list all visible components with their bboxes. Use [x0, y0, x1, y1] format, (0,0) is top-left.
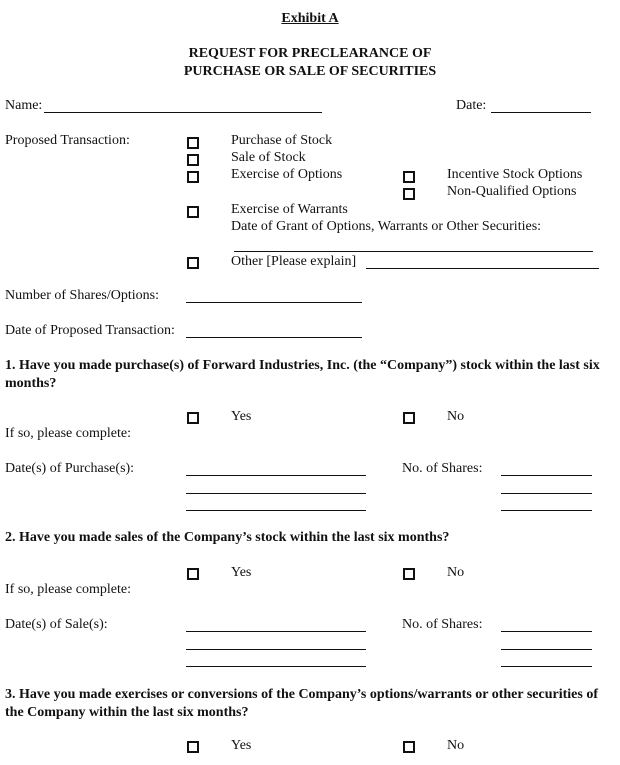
grant-date-label: Date of Grant of Options, Warrants or Other Securities: — [231, 219, 542, 234]
q2-no-checkbox[interactable] — [403, 568, 415, 580]
other-explain-field[interactable] — [366, 268, 599, 269]
incentive-options-label: Incentive Stock Options — [447, 167, 583, 182]
question-1: 1. Have you made purchase(s) of Forward Industries, Inc. (the “Company”) stock within the last six months? — [5, 358, 600, 391]
q1-date-field-1[interactable] — [186, 475, 366, 476]
q1-shares-label: No. of Shares: — [402, 461, 483, 476]
q2-dates-label: Date(s) of Sale(s): — [5, 617, 108, 632]
purchase-checkbox[interactable] — [187, 137, 199, 149]
name-field[interactable] — [44, 112, 322, 113]
date-field[interactable] — [491, 112, 591, 113]
exercise-options-checkbox[interactable] — [187, 171, 199, 183]
q3-no-checkbox[interactable] — [403, 741, 415, 753]
other-label: Other [Please explain] — [231, 254, 357, 269]
q2-shares-field-3[interactable] — [501, 666, 592, 667]
q2-shares-field-1[interactable] — [501, 631, 592, 632]
q1-shares-field-3[interactable] — [501, 510, 592, 511]
purchase-label: Purchase of Stock — [231, 133, 333, 148]
q1-shares-field-1[interactable] — [501, 475, 592, 476]
exhibit-label: Exhibit A — [281, 11, 339, 26]
date-label: Date: — [456, 98, 487, 113]
sale-label: Sale of Stock — [231, 150, 306, 165]
question-3: 3. Have you made exercises or conversions of the Company’s options/warrants or other securities of the Company within the last six months? — [5, 687, 598, 720]
non-qualified-options-checkbox[interactable] — [403, 188, 415, 200]
q2-date-field-1[interactable] — [186, 631, 366, 632]
proposed-date-field[interactable] — [186, 337, 362, 338]
q2-yes-checkbox[interactable] — [187, 568, 199, 580]
q3-yes-label: Yes — [231, 738, 252, 753]
exercise-warrants-label: Exercise of Warrants — [231, 202, 348, 217]
q3-yes-checkbox[interactable] — [187, 741, 199, 753]
exercise-options-label: Exercise of Options — [231, 167, 343, 182]
exercise-warrants-checkbox[interactable] — [187, 206, 199, 218]
q1-complete-label: If so, please complete: — [5, 426, 131, 441]
q1-yes-label: Yes — [231, 409, 252, 424]
proposed-transaction-label: Proposed Transaction: — [5, 133, 130, 148]
q1-no-checkbox[interactable] — [403, 412, 415, 424]
non-qualified-options-label: Non-Qualified Options — [447, 184, 577, 199]
form-title-line-1: REQUEST FOR PRECLEARANCE OF — [188, 46, 432, 61]
q2-yes-label: Yes — [231, 565, 252, 580]
q1-no-label: No — [447, 409, 465, 424]
q1-shares-field-2[interactable] — [501, 493, 592, 494]
number-of-shares-label: Number of Shares/Options: — [5, 288, 159, 303]
q2-no-label: No — [447, 565, 465, 580]
other-checkbox[interactable] — [187, 257, 199, 269]
name-label: Name: — [5, 98, 43, 113]
q1-yes-checkbox[interactable] — [187, 412, 199, 424]
form-title-line-2: PURCHASE OR SALE OF SECURITIES — [183, 64, 437, 79]
q1-dates-label: Date(s) of Purchase(s): — [5, 461, 135, 476]
number-of-shares-field[interactable] — [186, 302, 362, 303]
question-2: 2. Have you made sales of the Company’s stock within the last six months? — [5, 530, 450, 545]
grant-date-field[interactable] — [234, 251, 593, 252]
q2-shares-label: No. of Shares: — [402, 617, 483, 632]
q2-date-field-3[interactable] — [186, 666, 366, 667]
q1-date-field-2[interactable] — [186, 493, 366, 494]
incentive-options-checkbox[interactable] — [403, 171, 415, 183]
proposed-date-label: Date of Proposed Transaction: — [5, 323, 175, 338]
q3-no-label: No — [447, 738, 465, 753]
q2-complete-label: If so, please complete: — [5, 582, 131, 597]
sale-checkbox[interactable] — [187, 154, 199, 166]
q2-date-field-2[interactable] — [186, 649, 366, 650]
q1-date-field-3[interactable] — [186, 510, 366, 511]
q2-shares-field-2[interactable] — [501, 649, 592, 650]
